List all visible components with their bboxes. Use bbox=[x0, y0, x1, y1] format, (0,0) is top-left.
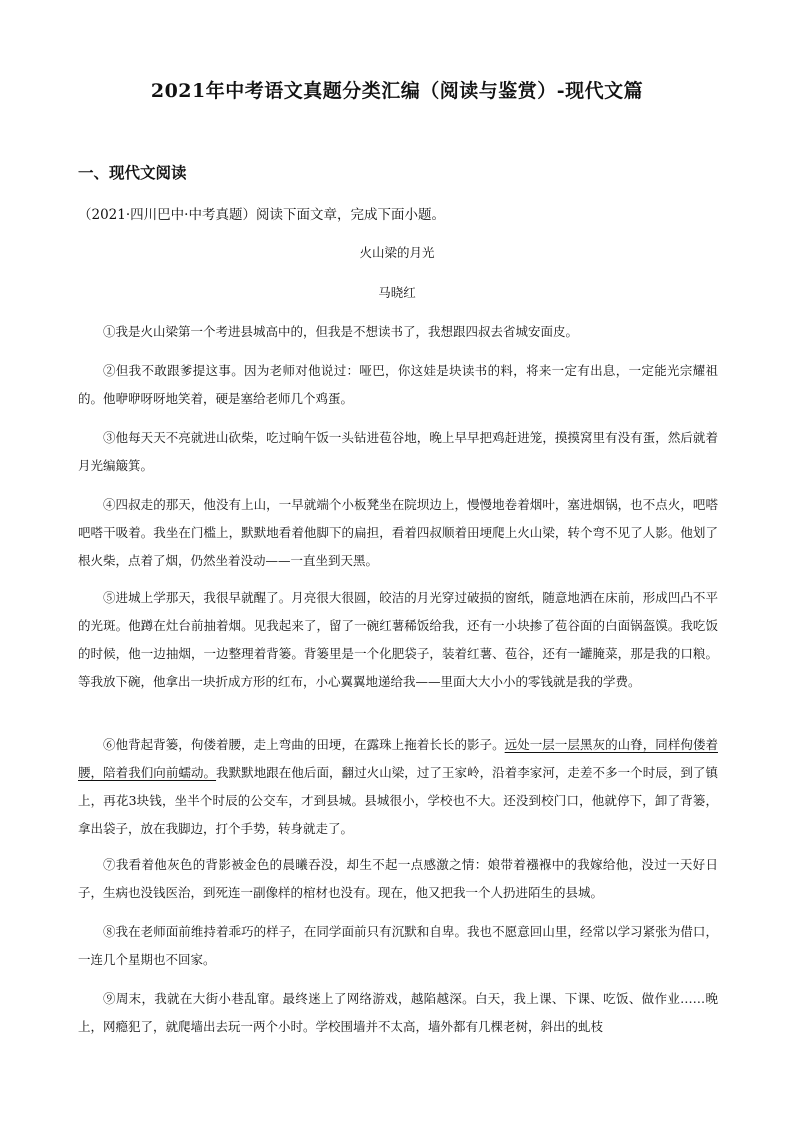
article-title: 火山梁的月光 bbox=[359, 245, 435, 260]
paragraph-4: ④四叔走的那天，他没有上山，一早就端个小板凳坐在院坝边上，慢慢地卷着烟叶，塞进烟锅，也不点火，吧嗒吧嗒干吸着。我坐在门槛上，默默地看着他脚下的扁担，看着四叔顺着田埂爬上火山梁，转个弯不见了人影。他划了根火柴，点着了烟，仍然坐着没动——一直坐到天黑。 bbox=[78, 497, 718, 568]
paragraph-7: ⑦我看着他灰色的背影被金色的晨曦吞没，却生不起一点感激之情：娘带着襁褓中的我嫁给他，没过一天好日子，生病也没钱医治，到死连一副像样的棺材也没有。现在，他又把我一个人扔进陌生的县城。 bbox=[78, 857, 718, 900]
article-author: 马晓红 bbox=[378, 285, 416, 300]
paragraph-2: ②但我不敢跟爹提这事。因为老师对他说过：哑巴，你这娃是块读书的料，将来一定有出息，一定能光宗耀祖的。他咿咿呀呀地笑着，硬是塞给老师几个鸡蛋。 bbox=[78, 363, 718, 406]
paragraph-1: ①我是火山梁第一个考进县城高中的，但我是不想读书了，我想跟四叔去省城安面皮。 bbox=[103, 324, 579, 339]
paragraph-6 bbox=[78, 731, 718, 843]
document-title: 2021年中考语文真题分类汇编（阅读与鉴赏）-现代文篇 bbox=[150, 80, 644, 102]
paragraph-6-text-before: ⑥他背起背篓，佝偻着腰，走上弯曲的田埂，在露珠上拖着长长的影子。 bbox=[103, 737, 505, 752]
paragraph-5: ⑤进城上学那天，我很早就醒了。月亮很大很圆，皎洁的月光穿过破损的窗纸，随意地洒在床前，形成凹凸不平的光斑。他蹲在灶台前抽着烟。见我起来了，留了一碗红薯稀饭给我，还有一小块掺了苞谷面的白面锅盔馍。我吃饭的时候，他一边抽烟，一边整理着背篓。背篓里是一个化肥袋子，装着红薯、苞谷，还有一罐腌菜，那是我的口粮。等我放下碗，他拿出一块折成方形的红布，小心翼翼地递给我——里面大大小小的零钱就是我的学费。 bbox=[78, 590, 718, 689]
paragraph-8: ⑧我在老师面前维持着乖巧的样子，在同学面前只有沉默和自卑。我也不愿意回山里，经常以学习紧张为借口，一连几个星期也不回家。 bbox=[78, 924, 718, 967]
section-heading: 一、现代文阅读 bbox=[78, 163, 187, 182]
paragraph-9: ⑨周末，我就在大街小巷乱窜。最终迷上了网络游戏，越陷越深。白天，我上课、下课、吃饭、做作业……晚上，网瘾犯了，就爬墙出去玩一两个小时。学校围墙并不太高，墙外都有几棵老树，斜出的虬枝 bbox=[78, 991, 718, 1034]
paragraph-6-text-after: 我默默地跟在他后面，翻过火山梁，过了王家岭，沿着李家河，走差不多一个时辰，到了镇上，再花3块钱，坐半个时辰的公交车，才到县城。县城很小，学校也不大。还没到校门口，他就停下，卸了背篓，拿出袋子，放在我脚边，打个手势，转身就走了。 bbox=[78, 765, 718, 836]
underlined-sentence: 远处一层一层黑灰的山脊，同样佝偻着腰，陪着我们向前蠕动。 bbox=[78, 737, 718, 780]
question-source: （2021·四川巴中·中考真题）阅读下面文章，完成下面小题。 bbox=[78, 207, 445, 223]
paragraph-3: ③他每天天不亮就进山砍柴，吃过晌午饭一头钻进苞谷地，晚上早早把鸡赶进笼，摸摸窝里有没有蛋，然后就着月光编簸箕。 bbox=[78, 430, 718, 473]
